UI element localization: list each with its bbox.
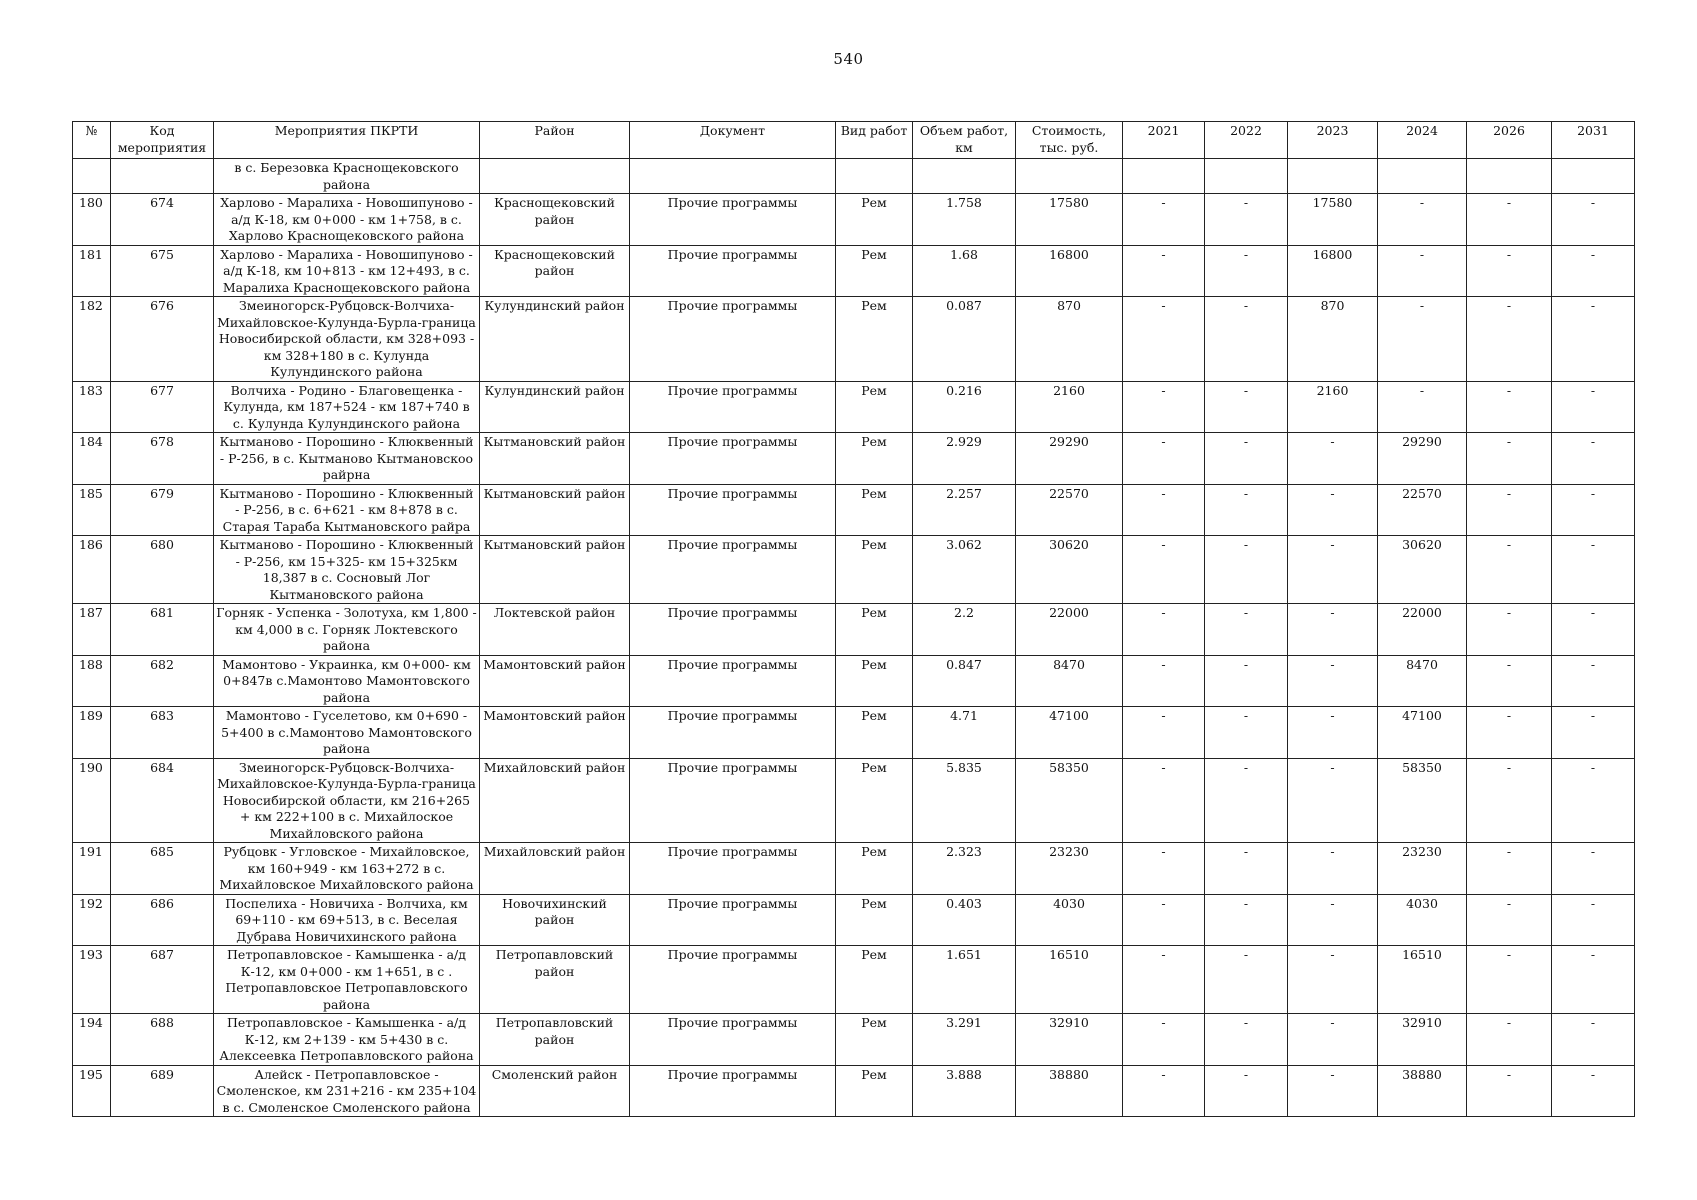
col-header-2031: 2031 (1552, 122, 1635, 159)
col-header-code: Код мероприятия (111, 122, 214, 159)
cell-code: 683 (111, 707, 214, 759)
col-header-2022: 2022 (1205, 122, 1288, 159)
cell-2024: 23230 (1378, 843, 1467, 895)
cell-volume: 3.062 (913, 536, 1016, 604)
cell-work-type: Рем (836, 536, 913, 604)
cell-work-type: Рем (836, 245, 913, 297)
cell-2022: - (1205, 536, 1288, 604)
cell-district: Локтевской район (480, 604, 630, 656)
table-row (73, 758, 1635, 843)
cell-2026: - (1467, 894, 1552, 946)
cell-2023: - (1288, 707, 1378, 759)
cell-2031: - (1552, 946, 1635, 1014)
cell-2023: 2160 (1288, 381, 1378, 433)
cell-measure: Петропавловское - Камышенка - а/д К-12, км 2+139 - км 5+430 в с. Алексеевка Петропавловского района (214, 1014, 480, 1066)
cell-cost: 23230 (1016, 843, 1123, 895)
cell-number: 181 (73, 245, 111, 297)
cell-2024: 58350 (1378, 758, 1467, 843)
cell-document: Прочие программы (630, 484, 836, 536)
cell-2023: - (1288, 1065, 1378, 1117)
cell-2021: - (1123, 655, 1205, 707)
cell-2026: - (1467, 655, 1552, 707)
cell-volume: 3.888 (913, 1065, 1016, 1117)
cell-2026: - (1467, 946, 1552, 1014)
cell-2023: - (1288, 604, 1378, 656)
cell-code: 676 (111, 297, 214, 382)
cell-volume: 4.71 (913, 707, 1016, 759)
cell-number: 189 (73, 707, 111, 759)
cell-2021: - (1123, 245, 1205, 297)
cell-2024: - (1378, 194, 1467, 246)
cell-2023: - (1288, 894, 1378, 946)
cell-measure: Мамонтово - Гуселетово, км 0+690 - 5+400 в с.Мамонтово Мамонтовского района (214, 707, 480, 759)
table-row (73, 1014, 1635, 1066)
cell-2021: - (1123, 433, 1205, 485)
cell-2031: - (1552, 297, 1635, 382)
cell-2026: - (1467, 536, 1552, 604)
cell-2023: - (1288, 536, 1378, 604)
cell-cost: 870 (1016, 297, 1123, 382)
cell-2024: 47100 (1378, 707, 1467, 759)
cell-2022: - (1205, 297, 1288, 382)
cell-2026: - (1467, 194, 1552, 246)
cell-number: 183 (73, 381, 111, 433)
cell-code: 686 (111, 894, 214, 946)
cell-2023: 16800 (1288, 245, 1378, 297)
cell-2021: - (1123, 707, 1205, 759)
cell-2021: - (1123, 843, 1205, 895)
cell-number: 185 (73, 484, 111, 536)
cell-document: Прочие программы (630, 604, 836, 656)
cell-code: 689 (111, 1065, 214, 1117)
cell-cost: 2160 (1016, 381, 1123, 433)
table-row (73, 1065, 1635, 1117)
cell-measure: Харлово - Маралиха - Новошипуново - а/д К-18, км 10+813 - км 12+493, в с. Маралиха Краснощековского района (214, 245, 480, 297)
cell-2021: - (1123, 946, 1205, 1014)
cell-work-type: Рем (836, 758, 913, 843)
cell-number: 184 (73, 433, 111, 485)
cell-district: Кулундинский район (480, 381, 630, 433)
cell-measure: Горняк - Успенка - Золотуха, км 1,800 - км 4,000 в с. Горняк Локтевского района (214, 604, 480, 656)
cell-work-type: Рем (836, 1065, 913, 1117)
cell-2031: - (1552, 484, 1635, 536)
cell-measure: Кытманово - Порошино - Клюквенный - Р-256, в с. Кытманово Кытмановскоо райрна (214, 433, 480, 485)
cell-cost: 32910 (1016, 1014, 1123, 1066)
cell-cost: 29290 (1016, 433, 1123, 485)
cell-2031: - (1552, 1014, 1635, 1066)
cell-2023: 17580 (1288, 194, 1378, 246)
table-row (73, 843, 1635, 895)
cell-2031: - (1552, 433, 1635, 485)
cell-cost: 8470 (1016, 655, 1123, 707)
col-header-document: Документ (630, 122, 836, 159)
cell-work-type: Рем (836, 433, 913, 485)
cell-volume: 3.291 (913, 1014, 1016, 1066)
cell-volume: 2.2 (913, 604, 1016, 656)
cell-volume: 0.403 (913, 894, 1016, 946)
cell-2023: - (1288, 1014, 1378, 1066)
cell-code: 675 (111, 245, 214, 297)
cell-district: Мамонтовский район (480, 655, 630, 707)
cell-volume: 1.68 (913, 245, 1016, 297)
cell-code: 684 (111, 758, 214, 843)
cell-2022: - (1205, 381, 1288, 433)
cell-district: Краснощековский район (480, 245, 630, 297)
continuation-row (73, 159, 1635, 194)
cell-2024: 29290 (1378, 433, 1467, 485)
cell-document: Прочие программы (630, 843, 836, 895)
cell-work-type: Рем (836, 946, 913, 1014)
cell-2024: 8470 (1378, 655, 1467, 707)
cell-measure: Алейск - Петропавловское - Смоленское, км 231+216 - км 235+104 в с. Смоленское Смоленского района (214, 1065, 480, 1117)
cell-2026: - (1467, 245, 1552, 297)
cell-cost: 47100 (1016, 707, 1123, 759)
cell-2026: - (1467, 297, 1552, 382)
cell-work-type: Рем (836, 604, 913, 656)
table-row (73, 604, 1635, 656)
cell-work-type: Рем (836, 894, 913, 946)
cell-number: 194 (73, 1014, 111, 1066)
cell-2024: 4030 (1378, 894, 1467, 946)
cell-2023: - (1288, 946, 1378, 1014)
cell-2022: - (1205, 433, 1288, 485)
cell-2022: - (1205, 194, 1288, 246)
cell-2023: - (1288, 655, 1378, 707)
cell-2022: - (1205, 758, 1288, 843)
cell-district: Кулундинский район (480, 297, 630, 382)
cell-code: 680 (111, 536, 214, 604)
cell-volume: 1.758 (913, 194, 1016, 246)
table-row (73, 381, 1635, 433)
table-row (73, 536, 1635, 604)
cell-2021: - (1123, 484, 1205, 536)
cell-volume: 2.929 (913, 433, 1016, 485)
cell-2022: - (1205, 245, 1288, 297)
cell-2024: - (1378, 381, 1467, 433)
cell-volume: 0.847 (913, 655, 1016, 707)
cell-2022: - (1205, 1065, 1288, 1117)
cell-2024: - (1378, 297, 1467, 382)
cell-district: Петропавловский район (480, 946, 630, 1014)
cell-number: 190 (73, 758, 111, 843)
cell-2026: - (1467, 484, 1552, 536)
col-header-district: Район (480, 122, 630, 159)
cell-measure: Харлово - Маралиха - Новошипуново - а/д К-18, км 0+000 - км 1+758, в с. Харлово Краснощековского района (214, 194, 480, 246)
cell-work-type: Рем (836, 194, 913, 246)
cell-number: 192 (73, 894, 111, 946)
cell-district: Кытмановский район (480, 484, 630, 536)
cell-code: 674 (111, 194, 214, 246)
cell-district: Краснощековский район (480, 194, 630, 246)
cell-2023: - (1288, 433, 1378, 485)
cell-cost: 38880 (1016, 1065, 1123, 1117)
cell-measure: Мамонтово - Украинка, км 0+000- км 0+847в с.Мамонтово Мамонтовского района (214, 655, 480, 707)
cell-2026: - (1467, 758, 1552, 843)
cell-number: 188 (73, 655, 111, 707)
cell-2021: - (1123, 894, 1205, 946)
page-number: 540 (833, 50, 864, 68)
cell-cost: 17580 (1016, 194, 1123, 246)
cell-document: Прочие программы (630, 946, 836, 1014)
cell-code: 685 (111, 843, 214, 895)
cell-number: 193 (73, 946, 111, 1014)
cell-number: 182 (73, 297, 111, 382)
cell-measure: Рубцовк - Угловское - Михайловское, км 160+949 - км 163+272 в с. Михайловское Михайловского района (214, 843, 480, 895)
cell-district: Петропавловский район (480, 1014, 630, 1066)
cell-2022: - (1205, 946, 1288, 1014)
cell-document: Прочие программы (630, 707, 836, 759)
cell-district: Смоленский район (480, 1065, 630, 1117)
cell-district: Новочихинский район (480, 894, 630, 946)
cell-2026: - (1467, 843, 1552, 895)
cell-2022: - (1205, 894, 1288, 946)
cell-2031: - (1552, 655, 1635, 707)
cell-document: Прочие программы (630, 758, 836, 843)
cell-2026: - (1467, 1065, 1552, 1117)
cell-2022: - (1205, 484, 1288, 536)
cell-2021: - (1123, 1014, 1205, 1066)
header-row (73, 122, 1635, 159)
cell-2023: - (1288, 484, 1378, 536)
cell-2021: - (1123, 536, 1205, 604)
cell-code: 687 (111, 946, 214, 1014)
cell-document: Прочие программы (630, 194, 836, 246)
cell-2024: 22000 (1378, 604, 1467, 656)
cell-2022: - (1205, 1014, 1288, 1066)
cell-document: Прочие программы (630, 1065, 836, 1117)
cell-2022: - (1205, 707, 1288, 759)
cell-document: Прочие программы (630, 536, 836, 604)
cell-2031: - (1552, 843, 1635, 895)
cell-number: 191 (73, 843, 111, 895)
cell-document: Прочие программы (630, 433, 836, 485)
cell-document: Прочие программы (630, 245, 836, 297)
cell-document: Прочие программы (630, 381, 836, 433)
col-header-number: № (73, 122, 111, 159)
cell-district: Михайловский район (480, 843, 630, 895)
cell-2021: - (1123, 297, 1205, 382)
col-header-2024: 2024 (1378, 122, 1467, 159)
cell-work-type: Рем (836, 297, 913, 382)
cell-2024: 38880 (1378, 1065, 1467, 1117)
cell-measure: Змеиногорск-Рубцовск-Волчиха-Михайловское-Кулунда-Бурла-граница Новосибирской области, км 328+093 - км 328+180 в с. Кулунда Кулундинского района (214, 297, 480, 382)
cell-2031: - (1552, 536, 1635, 604)
table-row (73, 894, 1635, 946)
cell-document: Прочие программы (630, 297, 836, 382)
col-header-volume: Объем работ, км (913, 122, 1016, 159)
cell-2021: - (1123, 1065, 1205, 1117)
cell-2031: - (1552, 707, 1635, 759)
cell-code: 682 (111, 655, 214, 707)
cell-volume: 5.835 (913, 758, 1016, 843)
cell-document: Прочие программы (630, 1014, 836, 1066)
cell-volume: 0.087 (913, 297, 1016, 382)
cell-volume: 1.651 (913, 946, 1016, 1014)
cell-measure: Волчиха - Родино - Благовещенка - Кулунда, км 187+524 - км 187+740 в с. Кулунда Кулундинского района (214, 381, 480, 433)
cell-2031: - (1552, 1065, 1635, 1117)
table-row (73, 245, 1635, 297)
table-row (73, 484, 1635, 536)
cell-cost: 4030 (1016, 894, 1123, 946)
cell-2026: - (1467, 1014, 1552, 1066)
col-header-2021: 2021 (1123, 122, 1205, 159)
cell-number: 195 (73, 1065, 111, 1117)
cell-2022: - (1205, 655, 1288, 707)
cell-code: 678 (111, 433, 214, 485)
cell-2024: - (1378, 245, 1467, 297)
cell-2026: - (1467, 381, 1552, 433)
cell-volume: 0.216 (913, 381, 1016, 433)
cell-document: Прочие программы (630, 655, 836, 707)
cell-2026: - (1467, 707, 1552, 759)
cell-number: 186 (73, 536, 111, 604)
measures-table (72, 121, 1635, 1117)
cell-number: 180 (73, 194, 111, 246)
cell-code: 688 (111, 1014, 214, 1066)
col-header-measure: Мероприятия ПКРТИ (214, 122, 480, 159)
cell-volume: 2.257 (913, 484, 1016, 536)
cell-2023: 870 (1288, 297, 1378, 382)
cell-number: 187 (73, 604, 111, 656)
cell-2026: - (1467, 433, 1552, 485)
cell-measure: Кытманово - Порошино - Клюквенный - Р-256, в с. 6+621 - км 8+878 в с. Старая Тараба Кытмановского райра (214, 484, 480, 536)
cell-2021: - (1123, 604, 1205, 656)
cell-cost: 16510 (1016, 946, 1123, 1014)
cell-measure: Поспелиха - Новичиха - Волчиха, км 69+110 - км 69+513, в с. Веселая Дубрава Новичихинского района (214, 894, 480, 946)
cell-measure: Змеиногорск-Рубцовск-Волчиха-Михайловское-Кулунда-Бурла-граница Новосибирской области, км 216+265 + км 222+100 в с. Михайлоское Михайловского района (214, 758, 480, 843)
cell-2031: - (1552, 245, 1635, 297)
cell-2021: - (1123, 194, 1205, 246)
col-header-cost: Стоимость, тыс. руб. (1016, 122, 1123, 159)
cell-2024: 32910 (1378, 1014, 1467, 1066)
cell-2024: 30620 (1378, 536, 1467, 604)
table-row (73, 297, 1635, 382)
cell-2021: - (1123, 758, 1205, 843)
cell-district: Михайловский район (480, 758, 630, 843)
cell-code: 681 (111, 604, 214, 656)
cell-2031: - (1552, 194, 1635, 246)
cell-cost: 16800 (1016, 245, 1123, 297)
cell-2021: - (1123, 381, 1205, 433)
table-row (73, 194, 1635, 246)
cell-work-type: Рем (836, 381, 913, 433)
cell-measure: Кытманово - Порошино - Клюквенный - Р-256, км 15+325- км 15+325км 18,387 в с. Сосновый Лог Кытмановского района (214, 536, 480, 604)
table-row (73, 946, 1635, 1014)
cell-cost: 22000 (1016, 604, 1123, 656)
cell-volume: 2.323 (913, 843, 1016, 895)
cell-2031: - (1552, 894, 1635, 946)
table-row (73, 655, 1635, 707)
cell-district: Кытмановский район (480, 433, 630, 485)
cell-2031: - (1552, 758, 1635, 843)
table-row (73, 433, 1635, 485)
cell-work-type: Рем (836, 1014, 913, 1066)
cell-cost: 22570 (1016, 484, 1123, 536)
cell-cost: 30620 (1016, 536, 1123, 604)
cell-2023: - (1288, 758, 1378, 843)
col-header-2023: 2023 (1288, 122, 1378, 159)
cell-2031: - (1552, 604, 1635, 656)
cell-2024: 16510 (1378, 946, 1467, 1014)
cell-2026: - (1467, 604, 1552, 656)
cell-work-type: Рем (836, 707, 913, 759)
cell-cost: 58350 (1016, 758, 1123, 843)
table-row (73, 707, 1635, 759)
cell-district: Мамонтовский район (480, 707, 630, 759)
continuation-text: в с. Березовка Краснощековского района (214, 159, 480, 194)
cell-code: 679 (111, 484, 214, 536)
col-header-2026: 2026 (1467, 122, 1552, 159)
cell-work-type: Рем (836, 655, 913, 707)
cell-code: 677 (111, 381, 214, 433)
cell-2022: - (1205, 843, 1288, 895)
col-header-work-type: Вид работ (836, 122, 913, 159)
cell-document: Прочие программы (630, 894, 836, 946)
cell-2024: 22570 (1378, 484, 1467, 536)
cell-measure: Петропавловское - Камышенка - а/д К-12, км 0+000 - км 1+651, в с . Петропавловское Петропавловского района (214, 946, 480, 1014)
cell-work-type: Рем (836, 843, 913, 895)
cell-2031: - (1552, 381, 1635, 433)
cell-work-type: Рем (836, 484, 913, 536)
cell-district: Кытмановский район (480, 536, 630, 604)
cell-2023: - (1288, 843, 1378, 895)
cell-2022: - (1205, 604, 1288, 656)
